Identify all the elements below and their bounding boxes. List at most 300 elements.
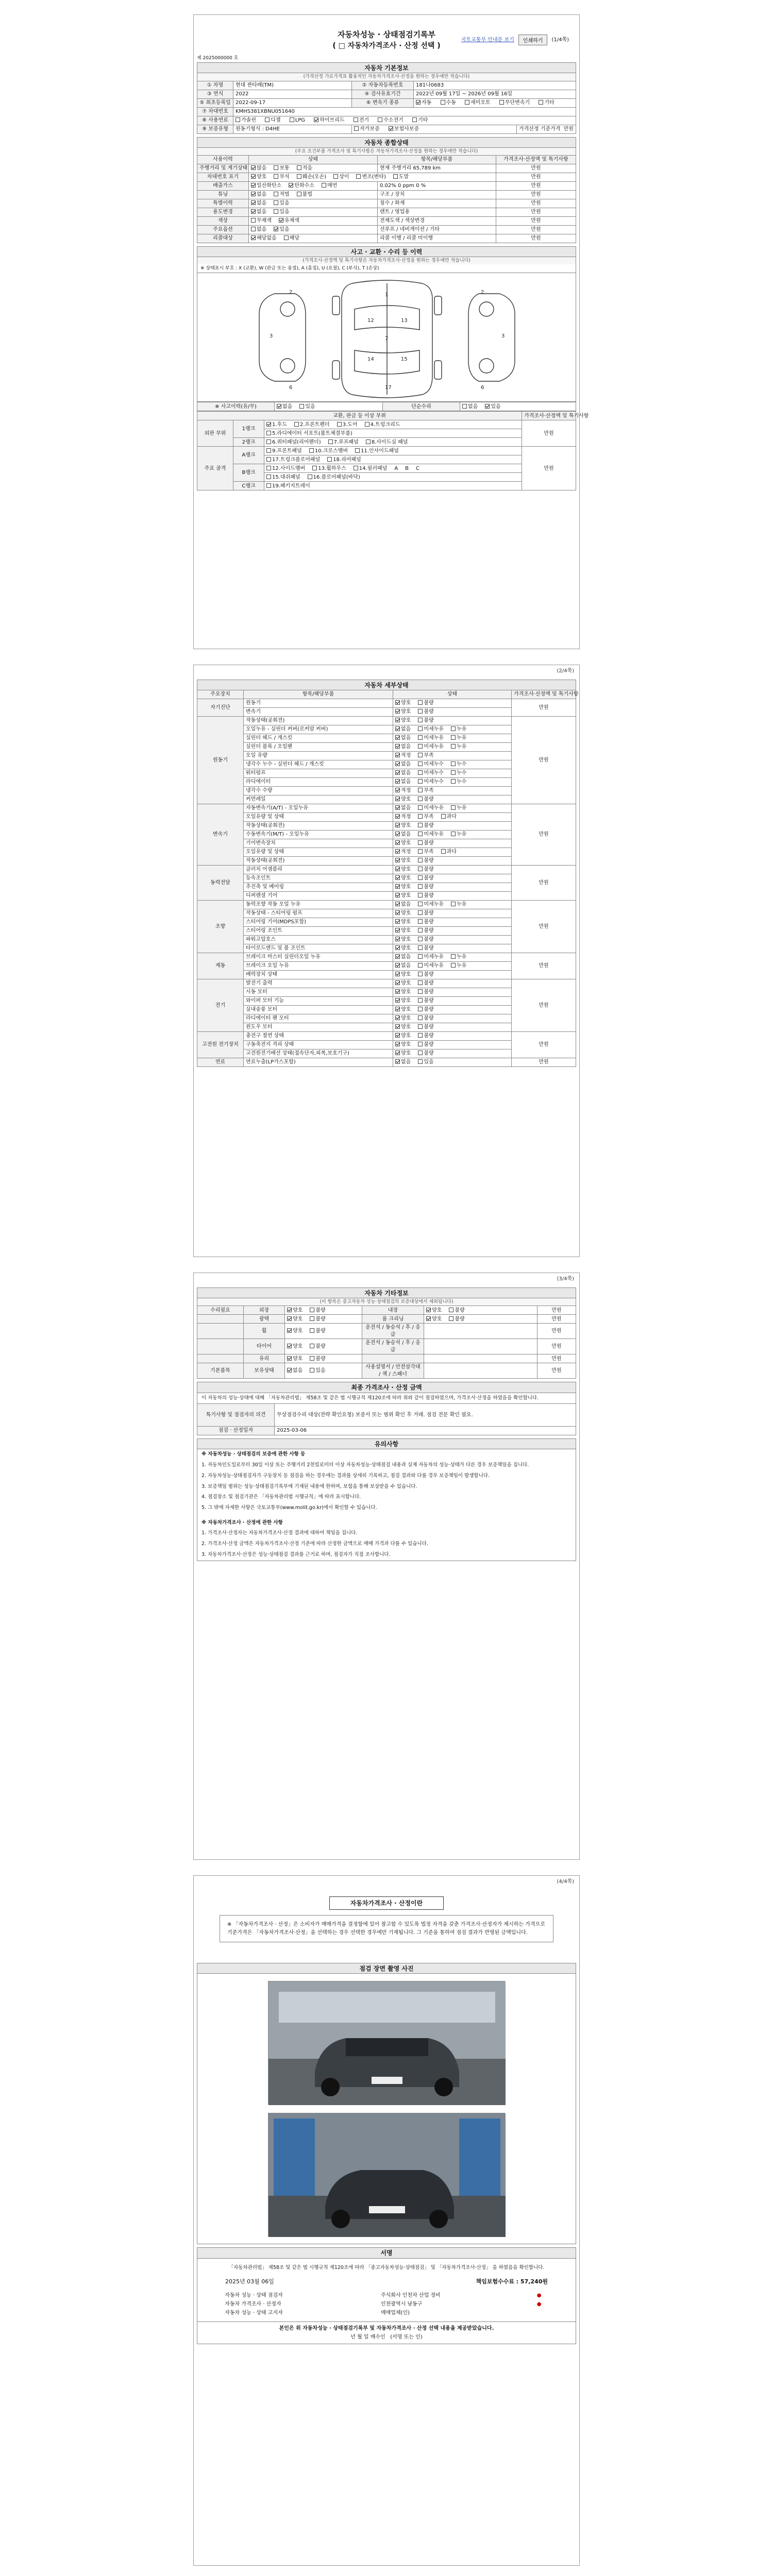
- checkbox[interactable]: [395, 1050, 400, 1055]
- notice-warranty-item: 5. 그 밖에 자세한 사항은 국토교통부(www.molit.go.kr)에서 확인할 수 있습니다.: [201, 1505, 377, 1511]
- device-group-label: 자기진단: [197, 699, 244, 717]
- checkbox[interactable]: [449, 1308, 453, 1312]
- detail-item-name: 오일유량 및 상태: [244, 848, 393, 857]
- checkbox[interactable]: [418, 928, 423, 933]
- checkbox[interactable]: [395, 972, 400, 976]
- checkbox[interactable]: [451, 832, 456, 836]
- checkbox[interactable]: [418, 753, 423, 757]
- checkbox[interactable]: [418, 919, 423, 924]
- checkbox[interactable]: [465, 100, 469, 105]
- basic-info-table: [197, 81, 576, 134]
- checkbox[interactable]: [251, 174, 256, 179]
- checkbox[interactable]: [310, 1356, 314, 1361]
- checkbox[interactable]: [395, 989, 400, 994]
- checkbox[interactable]: [418, 893, 423, 897]
- checkbox[interactable]: [418, 963, 423, 968]
- checkbox[interactable]: [395, 875, 400, 880]
- detail-item-state: 적정 부족: [393, 752, 512, 760]
- detail-item-name: 수동변속기(M/T) - 오일누유: [244, 831, 393, 839]
- device-group-label: 조향: [197, 901, 244, 953]
- other-info-heading: 자동차 기타정보: [197, 1287, 576, 1298]
- accident-symbol-note: ※ 상태표시 부호 : X (교환), W (판금 또는 용접), A (흠집), U (요철), C (부식), T (손상): [197, 264, 576, 273]
- checkbox[interactable]: [310, 1368, 314, 1372]
- checkbox[interactable]: [365, 422, 369, 427]
- basic-info-heading: 자동차 기본정보: [197, 62, 576, 73]
- fuel-options: 가솔린 디젤 LPG 하이브리드 전기 수소전기 기타: [233, 116, 576, 125]
- checkbox[interactable]: [499, 100, 504, 105]
- detail-item-state: 없음 미세누유 누유: [393, 804, 512, 813]
- checkbox[interactable]: [266, 431, 271, 435]
- device-group-label: 제동: [197, 953, 244, 979]
- svg-text:12: 12: [367, 318, 374, 324]
- checkbox[interactable]: [274, 165, 278, 170]
- checkbox[interactable]: [274, 209, 278, 214]
- other-info-table: [197, 1306, 576, 1379]
- checkbox[interactable]: [328, 439, 333, 444]
- checkbox[interactable]: [395, 726, 400, 731]
- detail-item-state: 양호 불량: [393, 717, 512, 725]
- checkbox[interactable]: [418, 902, 423, 906]
- condition-row: 색상 무채색 유채색 전체도색 / 색상변경 만원: [197, 216, 576, 225]
- other-row: 휠 양호 불량 운전석 / 동승석 / 후 / 응급 만원: [197, 1324, 576, 1339]
- checkbox[interactable]: [395, 796, 400, 801]
- checkbox[interactable]: [266, 466, 271, 470]
- detail-price-cell: 만원: [512, 1058, 576, 1067]
- checkbox[interactable]: [314, 117, 318, 122]
- detail-item-state: 양호 불량: [393, 795, 512, 804]
- checkbox[interactable]: [395, 770, 400, 775]
- car-outline-icon: [197, 273, 577, 401]
- checkbox[interactable]: [418, 1059, 423, 1064]
- checkbox[interactable]: [395, 945, 400, 950]
- checkbox[interactable]: [395, 1015, 400, 1020]
- price-explain-text: ※ 「자동차가격조사 · 산정」은 소비자가 매매가격을 결정함에 있어 참고할 수 있도록 법정 자격을 갖춘 가격조사·산정자가 제시하는 가격으로 기준가격은 「자동차가격조사·산정」을 선택하는 경우 선택한 경우에만 기재됩니다. 그 기준을 통하여 점검 결과가 반영된 금액입니다.: [220, 1915, 553, 1942]
- checkbox[interactable]: [395, 867, 400, 871]
- checkbox[interactable]: [418, 867, 423, 871]
- checkbox[interactable]: [451, 805, 456, 810]
- checkbox[interactable]: [297, 174, 301, 179]
- checkbox[interactable]: [289, 183, 293, 188]
- year-label: ③ 연식: [197, 90, 233, 98]
- detail-item-state: 양호 불량: [393, 909, 512, 918]
- checkbox[interactable]: [395, 805, 400, 810]
- signature-date: 2025년 03월 06일: [225, 2278, 274, 2285]
- checkbox[interactable]: [294, 422, 299, 427]
- checkbox[interactable]: [418, 884, 423, 889]
- checkbox[interactable]: [395, 718, 400, 722]
- checkbox[interactable]: [251, 183, 256, 188]
- checkbox[interactable]: [333, 174, 338, 179]
- detail-item-name: 냉각수 수량: [244, 787, 393, 795]
- checkbox[interactable]: [418, 998, 423, 1003]
- checkbox[interactable]: [287, 1316, 292, 1321]
- checkbox[interactable]: [451, 963, 456, 968]
- signer-table: 자동차 성능 · 상태 점검자 주식회사 인천차 산업 정비 ● 자동차 가격조사 · 산정자 인천광역시 남동구 ● 자동차 성능 · 상태 고지자 매매업체(인): [223, 2291, 550, 2317]
- reg-number-label: ② 자동차등록번호: [352, 81, 414, 90]
- svg-text:7: 7: [385, 336, 389, 342]
- price-explain-title: 자동차가격조사 · 산정이란: [329, 1896, 444, 1910]
- notice-warranty-item: 4. 점검장소 및 점검기관은 「자동차관리법 시행규칙」에 따라 표시합니다.: [201, 1494, 361, 1500]
- notice-warranty-item: 3. 보증책임 범위는 성능·상태점검기록부에 기재된 내용에 한하며, 보험을 통해 보상받을 수 있습니다.: [201, 1483, 417, 1489]
- svg-text:13: 13: [401, 318, 408, 324]
- checkbox[interactable]: [418, 849, 423, 854]
- condition-row: 주요옵션 없음 있음 선루프 / 네비게이션 / 기타 만원: [197, 225, 576, 234]
- checkbox[interactable]: [418, 1024, 423, 1029]
- checkbox[interactable]: [310, 1316, 314, 1321]
- vin-label: ⑦ 차대번호: [197, 107, 233, 116]
- checkbox[interactable]: [354, 117, 358, 122]
- detail-item-state: 없음 미세누유 누유: [393, 901, 512, 909]
- checkbox[interactable]: [418, 761, 423, 766]
- checkbox[interactable]: [418, 726, 423, 731]
- checkbox[interactable]: [441, 814, 446, 819]
- notice-price-item: 2. 가격조사·산정 금액은 자동차가격조사·산정 기준에 따라 산정한 금액으로 매매 가격과 다를 수 있습니다.: [201, 1541, 428, 1547]
- checkbox[interactable]: [418, 805, 423, 810]
- signature-statement: 「자동차관리법」 제58조 및 같은 법 시행규칙 제120조에 따라 「중고자동차성능·상태점검」 및 「자동차가격조사·산정」 을 하였음을 확인합니다.: [228, 2264, 545, 2270]
- checkbox[interactable]: [251, 200, 256, 205]
- page-number: (3/4쪽): [557, 1276, 574, 1282]
- checkbox[interactable]: [312, 466, 317, 470]
- checkbox[interactable]: [395, 823, 400, 827]
- detail-item-state: 없음 미세누수 누수: [393, 760, 512, 769]
- detail-item-state: 없음 미세누유 누유: [393, 953, 512, 962]
- checkbox[interactable]: [337, 422, 342, 427]
- checkbox[interactable]: [287, 1368, 292, 1372]
- checkbox[interactable]: [418, 1015, 423, 1020]
- checkbox[interactable]: [418, 744, 423, 749]
- checkbox[interactable]: [451, 779, 456, 784]
- checkbox[interactable]: [395, 753, 400, 757]
- checkbox[interactable]: [266, 483, 271, 488]
- checkbox[interactable]: [395, 919, 400, 924]
- checkbox[interactable]: [395, 902, 400, 906]
- device-group-label: 변속기: [197, 804, 244, 866]
- checkbox[interactable]: [274, 174, 278, 179]
- car-name-label: ① 차명: [197, 81, 233, 90]
- detail-row: [197, 866, 576, 874]
- checkbox[interactable]: [418, 910, 423, 915]
- checkbox[interactable]: [290, 117, 294, 122]
- checkbox[interactable]: [274, 227, 278, 231]
- svg-text:3: 3: [501, 333, 505, 340]
- detail-row: [197, 804, 576, 813]
- checkbox[interactable]: [310, 1344, 314, 1348]
- checkbox[interactable]: [418, 788, 423, 792]
- condition-row: 용도변경 없음 있음 렌트 / 영업용 만원: [197, 208, 576, 216]
- checkbox[interactable]: [418, 796, 423, 801]
- col-part: 항목/해당부품: [378, 155, 496, 164]
- checkbox[interactable]: [266, 422, 271, 427]
- checkbox[interactable]: [266, 474, 271, 479]
- checkbox[interactable]: [251, 227, 256, 231]
- checkbox[interactable]: [395, 779, 400, 784]
- checkbox[interactable]: [287, 1356, 292, 1361]
- checkbox[interactable]: [418, 1007, 423, 1011]
- detail-item-name: 충전구 절연 상태: [244, 1032, 393, 1041]
- overall-condition-subheading: (주요 조건부품 가격조사 및 특기사항은 자동차가격조사·산정을 원하는 경우에만 적습니다): [197, 147, 576, 155]
- molit-notice-link[interactable]: 국토교통부 안내문 보기: [461, 37, 514, 43]
- checkbox[interactable]: [441, 849, 446, 854]
- checkbox[interactable]: [395, 832, 400, 836]
- detail-item-state: 양호 불량: [393, 839, 512, 848]
- checkbox[interactable]: [418, 989, 423, 994]
- detail-item-name: 와이퍼 모터 기능: [244, 997, 393, 1006]
- checkbox[interactable]: [251, 209, 256, 214]
- checkbox[interactable]: [418, 814, 423, 819]
- checkbox[interactable]: [251, 235, 256, 240]
- checkbox[interactable]: [395, 1059, 400, 1064]
- checkbox[interactable]: [287, 1344, 292, 1348]
- detail-item-name: 고전원전기배선 상태(접속단자,피복,보호기구): [244, 1049, 393, 1058]
- checkbox[interactable]: [418, 832, 423, 836]
- checkbox[interactable]: [299, 404, 304, 409]
- checkbox[interactable]: [451, 770, 456, 775]
- detail-table: 주요장치 항목/해당부품 상태 가격조사·산정액 및 특기사항 자기진단 원동기 양호 불량 만원 변속기 양호 불량 원동기 작동상태(공회전) 양호 불량 만원 오일누유 - 실린더 커버(로커암 커버) 없음 미세누유 누유 실린더 헤드 / 개스킷 없음 미세누유 누유 실린더 블록 / 오일팬 없음 미세누유 누유 오일 유량 적정 부족 냉각수 누수 - 실린더 헤드 / 개스킷 없음 미세누수 누수 워터펌프 없음 미세누수 누수 라디에이터 없음 미세누수 누수 냉각수 수량 적정 부족 커먼레일 양호 불량 변속기 자동변속기(A/T) - 오일누유 없음 미세누유 누유 만원 오일유량 및 상태 적정 부족 과다 작동상태(공회전) 양호 불량 수동변속기(M/T) - 오일누유 없음 미세누유 누유 기어변속장치 양호 불량 오일유량 및 상태 적정 부족 과다 작동상태(공회전) 양호 불량 동력전달 클러치 어셈블리 양호 불량 만원 등속조인트 양호 불량 추진축 및 베어링 양호 불량 디퍼렌셜 기어 양호 불량 조향 동력조향 작동 오일 누유 없음 미세누유 누유 만원 작동상태 - 스티어링 펌프 양호 불량 스티어링 기어(MDPS포함) 양호 불량 스티어링 조인트 양호 불량 파워고압호스 양호 불량 타이로드엔드 및 볼 조인트 양호 불량 제동 브레이크 마스터 실린더오일 누유 없음 미세누유 누유 만원 브레이크 오일 누유 없음 미세누유 누유 배력장치 상태 양호 불량 전기 발전기 출력 양호 불량 만원 시동 모터 양호 불량 와이퍼 모터 기능 양호 불량 실내송풍 모터 양호 불량 라디에이터 팬 모터 양호 불량 윈도우 모터 양호 불량 고전원 전기장치 충전구 절연 상태 양호 불량 만원 구동축전지 격리 상태 양호 불량 고전원전기배선 상태(접속단자,피복,보호기구) 양호 불량 연료 연료누출(LP가스포함) 없음 있음 만원: [197, 690, 576, 1067]
- checkbox[interactable]: [274, 200, 278, 205]
- checkbox[interactable]: [297, 192, 301, 196]
- svg-text:3: 3: [270, 333, 273, 340]
- checkbox[interactable]: [287, 1308, 292, 1312]
- record-page-1: [193, 14, 589, 649]
- checkbox[interactable]: [395, 910, 400, 915]
- checkbox[interactable]: [354, 126, 359, 131]
- detail-item-state: 없음 있음: [393, 1058, 512, 1067]
- checkbox[interactable]: [418, 1033, 423, 1038]
- checkbox[interactable]: [426, 1308, 431, 1312]
- detail-item-state: 양호 불량: [393, 997, 512, 1006]
- detail-item-state: 양호 불량: [393, 971, 512, 979]
- checkbox[interactable]: [451, 726, 456, 731]
- checkbox[interactable]: [418, 735, 423, 740]
- detail-item-name: 브레이크 마스터 실린더오일 누유: [244, 953, 393, 962]
- checkbox[interactable]: [274, 192, 278, 196]
- checkbox[interactable]: [418, 945, 423, 950]
- detail-row: [197, 1058, 576, 1067]
- detail-item-state: 양호 불량: [393, 883, 512, 892]
- checkbox[interactable]: [308, 474, 312, 479]
- checkbox[interactable]: [418, 937, 423, 941]
- checkbox[interactable]: [451, 954, 456, 959]
- checkbox[interactable]: [451, 735, 456, 740]
- checkbox[interactable]: [310, 1328, 314, 1333]
- print-button[interactable]: 인쇄하기: [518, 35, 548, 45]
- detail-row: [197, 979, 576, 988]
- checkbox[interactable]: [395, 709, 400, 714]
- checkbox[interactable]: [279, 218, 283, 223]
- checkbox[interactable]: [395, 928, 400, 933]
- record-page-2: [193, 665, 580, 1257]
- detail-price-cell: 만원: [512, 866, 576, 901]
- checkbox[interactable]: [322, 183, 326, 188]
- checkbox[interactable]: [395, 963, 400, 968]
- checkbox[interactable]: [418, 858, 423, 862]
- document-title: 자동차성능 · 상태점검기록부: [337, 30, 436, 39]
- signature-block: [197, 2259, 576, 2323]
- condition-row: 특별이력 없음 있음 침수 / 화재 만원: [197, 199, 576, 208]
- checkbox[interactable]: [451, 744, 456, 749]
- checkbox[interactable]: [395, 884, 400, 889]
- checkbox[interactable]: [277, 404, 281, 409]
- detail-item-state: 양호 불량: [393, 874, 512, 883]
- checkbox[interactable]: [451, 902, 456, 906]
- detail-item-state: 양호 불량: [393, 988, 512, 997]
- detail-item-name: 작동상태(공회전): [244, 717, 393, 725]
- buyer-confirmation: 본인은 위 자동차성능 · 상태점검기록부 및 자동차가격조사 · 산정 선택 내용을 제공받았습니다. 년 월 일 매수인 (서명 또는 인): [197, 2322, 576, 2344]
- detail-item-state: 양호 불량: [393, 1006, 512, 1014]
- checkbox[interactable]: [251, 192, 256, 196]
- checkbox[interactable]: [395, 735, 400, 740]
- checkbox[interactable]: [418, 980, 423, 985]
- checkbox[interactable]: [393, 174, 398, 179]
- checkbox[interactable]: [395, 1042, 400, 1046]
- checkbox[interactable]: [395, 744, 400, 749]
- detail-item-name: 기어변속장치: [244, 839, 393, 848]
- checkbox[interactable]: [327, 457, 332, 462]
- checkbox[interactable]: [418, 709, 423, 714]
- detail-item-name: 스티어링 조인트: [244, 927, 393, 936]
- checkbox[interactable]: [395, 998, 400, 1003]
- photo-heading: 점검 장면 촬영 사진: [197, 1963, 576, 1974]
- checkbox[interactable]: [418, 700, 423, 705]
- detail-item-state: 없음 미세누수 누수: [393, 778, 512, 787]
- detail-item-state: 양호 불량: [393, 936, 512, 944]
- warranty-options: 자가보증 보험사보증: [352, 125, 517, 133]
- checkbox[interactable]: [395, 761, 400, 766]
- checkbox[interactable]: [395, 858, 400, 862]
- detail-item-name: 작동상태 - 스티어링 펌프: [244, 909, 393, 918]
- checkbox[interactable]: [266, 448, 271, 453]
- device-group-label: 전기: [197, 979, 244, 1032]
- checkbox[interactable]: [309, 448, 314, 453]
- checkbox[interactable]: [418, 1042, 423, 1046]
- year-value: 2022: [233, 90, 352, 98]
- checkbox[interactable]: [418, 954, 423, 959]
- checkbox[interactable]: [418, 770, 423, 775]
- detail-item-state: 없음 미세누유 누유: [393, 725, 512, 734]
- checkbox[interactable]: [265, 117, 270, 122]
- detail-item-state: 양호 불량: [393, 944, 512, 953]
- detail-item-name: 라디에이터: [244, 778, 393, 787]
- checkbox[interactable]: [462, 404, 467, 409]
- checkbox[interactable]: [418, 972, 423, 976]
- detail-item-state: 양호 불량: [393, 1032, 512, 1041]
- detail-item-state: 양호 불량: [393, 927, 512, 936]
- checkbox[interactable]: [395, 1007, 400, 1011]
- detail-item-state: 양호 불량: [393, 1023, 512, 1032]
- detail-item-state: 없음 미세누유 누유: [393, 962, 512, 971]
- checkbox[interactable]: [539, 100, 543, 105]
- checkbox[interactable]: [426, 1316, 431, 1321]
- detail-price-cell: 만원: [512, 1032, 576, 1058]
- checkbox[interactable]: [418, 840, 423, 845]
- checkbox[interactable]: [485, 404, 490, 409]
- detail-item-name: 시동 모터: [244, 988, 393, 997]
- detail-item-name: 디퍼렌셜 기어: [244, 892, 393, 901]
- detail-item-state: 양호 불량: [393, 708, 512, 717]
- reg-number-value: 181나0683: [414, 81, 576, 90]
- checkbox[interactable]: [451, 761, 456, 766]
- checkbox[interactable]: [266, 457, 271, 462]
- checkbox[interactable]: [418, 718, 423, 722]
- detail-item-name: 워터펌프: [244, 769, 393, 778]
- detail-item-name: 실린더 블록 / 오일팬: [244, 743, 393, 752]
- checkbox[interactable]: [395, 814, 400, 819]
- checkbox[interactable]: [416, 100, 421, 105]
- checkbox[interactable]: [395, 1024, 400, 1029]
- detail-item-state: 양호 불량: [393, 822, 512, 831]
- inspection-photo-rear: [268, 2113, 505, 2236]
- checkbox[interactable]: [418, 779, 423, 784]
- detail-row: [197, 717, 576, 725]
- detail-item-name: 타이로드엔드 및 볼 조인트: [244, 944, 393, 953]
- inspection-photo-front: [268, 1981, 505, 2105]
- checkbox[interactable]: [251, 165, 256, 170]
- checkbox[interactable]: [395, 700, 400, 705]
- checkbox[interactable]: [266, 439, 271, 444]
- detail-item-state: 양호 불량: [393, 918, 512, 927]
- checkbox[interactable]: [389, 126, 393, 131]
- detail-item-name: 동력조향 작동 오일 누유: [244, 901, 393, 909]
- detail-row: [197, 901, 576, 909]
- checkbox[interactable]: [287, 1328, 292, 1333]
- detail-item-state: 적정 부족 과다: [393, 848, 512, 857]
- svg-text:2: 2: [481, 290, 484, 296]
- detail-item-name: 자동변속기(A/T) - 오일누유: [244, 804, 393, 813]
- detail-item-state: 적정 부족 과다: [393, 813, 512, 822]
- vin-value: KMHS381XBNU051640: [233, 107, 576, 116]
- record-page-4: [193, 1875, 580, 2566]
- checkbox[interactable]: [441, 100, 445, 105]
- detail-item-name: 냉각수 누수 - 실린더 헤드 / 개스킷: [244, 760, 393, 769]
- svg-text:6: 6: [481, 385, 484, 391]
- checkbox[interactable]: [355, 448, 360, 453]
- checkbox[interactable]: [284, 235, 289, 240]
- checkbox[interactable]: [310, 1308, 314, 1312]
- final-price-table: 특기사항 및 점검자의 의견 무상점검수리 대상(전략 확인요청) 보증서 또는 범위 확인 후 거래. 점검 전문 확인 필요. 점검 · 산정일자 2025-03-06: [197, 1403, 576, 1435]
- checkbox[interactable]: [236, 117, 240, 122]
- checkbox[interactable]: [449, 1316, 453, 1321]
- other-row: 수리필요 외장 양호 불량 내장 양호 불량 만원: [197, 1306, 576, 1315]
- checkbox[interactable]: [395, 937, 400, 941]
- checkbox[interactable]: [412, 117, 417, 122]
- detail-item-name: 발전기 출력: [244, 979, 393, 988]
- checkbox[interactable]: [395, 954, 400, 959]
- detail-item-state: 없음 미세누수 누수: [393, 769, 512, 778]
- checkbox[interactable]: [356, 174, 361, 179]
- svg-text:1: 1: [385, 292, 389, 298]
- checkbox[interactable]: [366, 439, 371, 444]
- car-diagram: [197, 273, 576, 402]
- checkbox[interactable]: [395, 849, 400, 854]
- checkbox[interactable]: [395, 1033, 400, 1038]
- checkbox[interactable]: [354, 466, 358, 470]
- checkbox[interactable]: [418, 1050, 423, 1055]
- detail-item-state: 양호 불량: [393, 866, 512, 874]
- checkbox[interactable]: [395, 893, 400, 897]
- checkbox[interactable]: [378, 117, 382, 122]
- detail-price-cell: 만원: [512, 979, 576, 1032]
- checkbox[interactable]: [418, 823, 423, 827]
- checkbox[interactable]: [418, 875, 423, 880]
- detail-item-name: 등속조인트: [244, 874, 393, 883]
- checkbox[interactable]: [395, 840, 400, 845]
- checkbox[interactable]: [251, 218, 256, 223]
- notice-price-title: ※ 자동차가격조사 · 산정에 관한 사항: [201, 1519, 283, 1526]
- checkbox[interactable]: [395, 980, 400, 985]
- checkbox[interactable]: [297, 165, 301, 170]
- checkbox[interactable]: [395, 788, 400, 792]
- final-price-heading: 최종 가격조사 · 산정 금액: [197, 1382, 576, 1392]
